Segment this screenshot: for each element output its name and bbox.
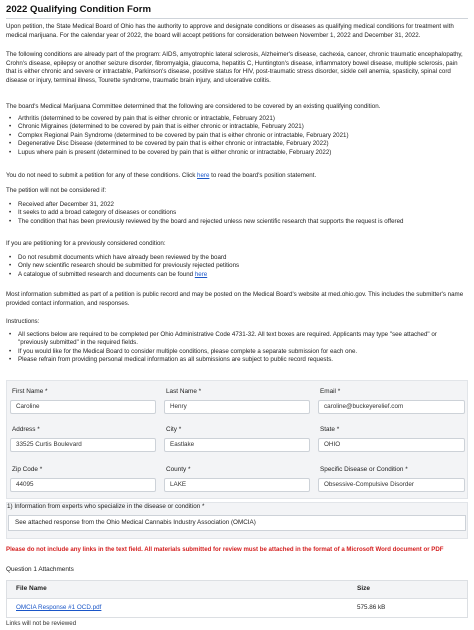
list-item: • Arthritis (determined to be covered by pain that is either chronic or intractable, February 2021) bbox=[6, 115, 466, 124]
list-item: • Please refrain from providing personal medical information as all submissions are subject to public record requests. bbox=[6, 356, 466, 365]
attachments-title: Question 1 Attachments bbox=[6, 566, 74, 573]
list-item: • All sections below are required to be completed per Ohio Administrative Code 4731-32. All text boxes are required. Applicants may type "see attached" or "previously submitted" in the required fields. bbox=[6, 331, 466, 348]
first-name-field[interactable]: Caroline bbox=[10, 400, 156, 414]
table-header bbox=[7, 581, 467, 599]
no-submit-paragraph bbox=[6, 172, 466, 181]
list-item: • It seeks to add a broad category of diseases or conditions bbox=[6, 209, 466, 218]
catalogue-link[interactable]: here bbox=[194, 270, 208, 278]
county-label: County * bbox=[166, 466, 191, 473]
existing-conditions-paragraph: The following conditions are already part of the program: AIDS, amyotrophic lateral sclerosis, Alzheimer's disease, cachexia, cancer, chronic traumatic encephalopathy, Crohn's disease, epilepsy or another seizure disorder, fibromyalgia, glaucoma, hepatitis C, Huntington's disease, inflammatory bowel disease, multiple sclerosis, pain that is either chronic and severe or intractable, Parkinson's disease, positive status for HIV, post-traumatic stress disorder, sickle cell anemia, spasticity, spinal cord disease or injury, terminal illness, Tourette syndrome, traumatic brain injury, and ulcerative colitis. bbox=[6, 51, 463, 84]
page-title: 2022 Qualifying Condition Form bbox=[6, 4, 151, 15]
list-item: • The condition that has been previously reviewed by the board and rejected unless new scientific research that supports the request is offered bbox=[6, 218, 466, 227]
list-item: • Only new scientific research should be submitted for previously rejected petitions bbox=[6, 262, 466, 271]
disease-field[interactable]: Obsessive-Compulsive Disorder bbox=[318, 478, 465, 492]
not-considered-heading: The petition will not be considered if: bbox=[6, 187, 107, 194]
list-item: • Received after December 31, 2022 bbox=[6, 201, 466, 210]
public-record-section bbox=[6, 291, 466, 308]
title-divider bbox=[6, 18, 468, 19]
last-name-label: Last Name * bbox=[166, 388, 202, 395]
previous-section bbox=[6, 240, 466, 279]
list-item: • Complex Regional Pain Syndrome (determined to be covered by pain that is either chronic or intractable, February 2021) bbox=[6, 132, 466, 141]
question-1-answer-field[interactable]: See attached response from the Ohio Medical Cannabis Industry Association (OMCIA) bbox=[8, 515, 466, 531]
not-considered-list bbox=[6, 201, 466, 227]
email-field[interactable]: caroline@buckeyerelief.com bbox=[318, 400, 465, 414]
instructions-section bbox=[6, 318, 466, 365]
covered-conditions-list bbox=[6, 115, 466, 158]
committee-section bbox=[6, 103, 466, 157]
state-label: State * bbox=[320, 426, 340, 433]
no-submit-text-end: to read the board's position statement. bbox=[209, 172, 317, 179]
committee-paragraph: The board's Medical Marijuana Committee determined that the following are considered to be covered by an existing qualifying condition. bbox=[6, 103, 381, 110]
address-label: Address * bbox=[12, 426, 40, 433]
list-item: • Do not resubmit documents which have already been reviewed by the board bbox=[6, 254, 466, 263]
instructions-list bbox=[6, 331, 466, 365]
attachment-size: 575.86 kB bbox=[357, 604, 386, 611]
list-item: • Chronic Migraines (determined to be covered by pain that is either chronic or intractable, February 2021) bbox=[6, 123, 466, 132]
position-statement-link[interactable]: here bbox=[197, 172, 210, 179]
public-record-paragraph: Most information submitted as part of a petition is public record and may be posted on the Medical Board's website at med.ohio.gov. This includes the submitter's name provided contact information, and responses. bbox=[6, 291, 464, 307]
previous-list bbox=[6, 254, 466, 280]
city-field[interactable]: Eastlake bbox=[164, 438, 310, 452]
instructions-heading: Instructions: bbox=[6, 318, 40, 325]
list-item: • If you would like for the Medical Board to consider multiple conditions, please complete a separate submission for each one. bbox=[6, 348, 466, 357]
links-warning: Please do not include any links in the text field. All materials submitted for review must be attached in the format of a Microsoft Word document or PDF bbox=[6, 546, 444, 553]
not-considered-section bbox=[6, 187, 466, 226]
no-submit-text: You do not need to submit a petition for any of these conditions. Click bbox=[6, 172, 198, 179]
city-label: City * bbox=[166, 426, 182, 433]
zip-label: Zip Code * bbox=[12, 466, 43, 473]
state-field[interactable]: OHIO bbox=[318, 438, 465, 452]
attachment-file-link[interactable]: OMCIA Response #1 OCD.pdf bbox=[16, 604, 102, 611]
existing-conditions-section bbox=[6, 51, 466, 85]
question-1-label: 1) Information from experts who specialize in the disease or condition * bbox=[7, 503, 205, 510]
attachments-table bbox=[6, 580, 468, 618]
first-name-label: First Name * bbox=[12, 388, 48, 395]
intro-section bbox=[6, 23, 466, 40]
email-label: Email * bbox=[320, 388, 341, 395]
links-note: Links will not be reviewed bbox=[6, 620, 77, 627]
zip-field[interactable]: 44095 bbox=[10, 478, 156, 492]
list-item bbox=[6, 271, 466, 280]
disease-label: Specific Disease or Condition * bbox=[320, 466, 408, 473]
county-field[interactable]: LAKE bbox=[164, 478, 310, 492]
list-item: • Degenerative Disc Disease (determined to be covered by pain that is either chronic or intractable, February 2022) bbox=[6, 140, 466, 149]
last-name-field[interactable]: Henry bbox=[164, 400, 310, 414]
list-item: • Lupus where pain is present (determined to be covered by pain that is either chronic or intractable, February 2022) bbox=[6, 149, 466, 158]
catalogue-text: A catalogue of submitted research and documents can be found bbox=[18, 270, 195, 278]
no-submit-section bbox=[6, 172, 466, 181]
address-field[interactable]: 33525 Curtis Boulevard bbox=[10, 438, 156, 452]
size-header: Size bbox=[357, 585, 371, 592]
intro-paragraph: Upon petition, the State Medical Board of Ohio has the authority to approve and designate conditions or diseases as qualifying medical conditions for treatment with medical marijuana. For the calendar year of 2022, the board will accept petitions for consideration between November 1, 2022 and December 31, 2022. bbox=[6, 23, 454, 39]
file-name-header: File Name bbox=[16, 585, 47, 592]
previous-heading: If you are petitioning for a previously considered condition: bbox=[6, 240, 166, 247]
